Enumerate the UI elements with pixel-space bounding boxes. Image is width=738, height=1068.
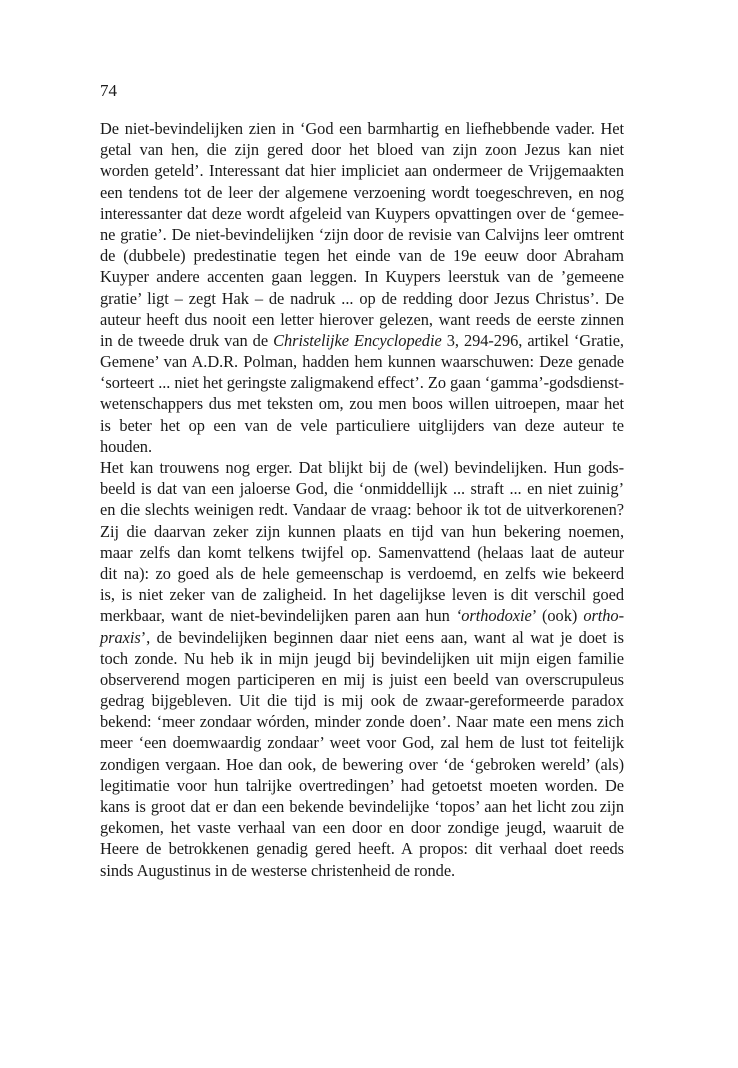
text-line: sinds Augustinus in de westerse christenheid de ronde. [100, 860, 456, 880]
text-line: Kuyper andere accenten gaan leggen. In Kuypers leerstuk van de ’gemeene [100, 267, 624, 287]
text-line: gedrag bijgebleven. Uit die tijd is mij ook de zwaar-gereformeerde paradox [100, 691, 624, 711]
book-title-italic: Christelijke Encyclopedie [273, 330, 442, 350]
text-line: Het kan trouwens nog erger. Dat blijkt bij de (wel) bevindelijken. Hun gods- [100, 458, 624, 477]
term-italic: praxis [100, 627, 141, 647]
text-line: observerend mogen participeren en mij is juist een beeld van overscrupuleus [100, 669, 624, 689]
text-line: maar zelfs dan komt telkens twijfel op. Samenvattend (helaas laat de auteur [100, 542, 624, 562]
text-run: ’ (ook) [531, 606, 584, 626]
page-number: 74 [100, 81, 117, 100]
text-line: dit na): zo goed als de hele gemeenschap is verdoemd, en zelfs wie bekeerd [100, 563, 624, 583]
body-text [100, 118, 624, 881]
text-line: is, is niet zeker van de zaligheid. In het dagelijkse leven is dit verschil goed [100, 585, 624, 605]
text-line: Gemene’ van A.D.R. Polman, hadden hem kunnen waarschuwen: Deze genade [100, 352, 624, 372]
text-run: merkbaar, want de niet-bevindelijken paren aan hun [100, 606, 456, 626]
text-line: de (dubbele) predestinatie tegen het einde van de 19e eeuw door Abraham [100, 246, 624, 266]
text-line: ne gratie’. De niet-bevindelijken ‘zijn door de revisie van Calvijns leer omtrent [100, 224, 624, 244]
term-italic: ‘orthodoxie [455, 606, 532, 626]
text-line: ‘sorteert ... niet het geringste zaligmakend effect’. Zo gaan ‘gamma’-godsdienst- [100, 373, 625, 393]
text-line: interessanter dat deze wordt afgeleid van Kuypers opvattingen over de ‘gemee- [100, 203, 624, 223]
text-line: Zij die daarvan zeker zijn kunnen plaats en tijd van hun bekering noemen, [100, 521, 624, 541]
text-line: gekomen, het vaste verhaal van een door en door zondige jeugd, waaruit de [100, 818, 624, 838]
text-line: toch zonde. Nu heb ik in mijn jeugd bij bevindelijken uit mijn eigen familie [100, 648, 624, 668]
text-line: meer ‘een doemwaardig zondaar’ weet voor God, zal hem de lust tot feitelijk [100, 733, 624, 753]
text-line: Heere de betrokkenen genadig gered heeft. A propos: dit verhaal doet reeds [100, 839, 624, 859]
text-line: De niet-bevindelijken zien in ‘God een barmhartig en liefhebbende vader. Het [100, 119, 624, 138]
text-line: houden. [100, 436, 152, 456]
text-line: kans is groot dat er dan een bekende bevindelijke ‘topos’ aan het licht zou zijn [100, 797, 624, 816]
text-line: getal van hen, die zijn gered door het bloed van zijn zoon Jezus kan niet [100, 140, 624, 160]
text-run: ’, de bevindelijken beginnen daar niet eens aan, want al wat je doet is [140, 627, 624, 647]
text-line: auteur heeft dus nooit een letter hierover gelezen, want reeds de eerste zinnen [100, 309, 624, 329]
text-line [100, 330, 624, 351]
text-line [100, 605, 624, 626]
text-line: beeld is dat van een jaloerse God, die ‘onmiddellijk ... straft ... en niet zuinig’ [100, 479, 624, 499]
text-run: in de tweede druk van de [100, 330, 274, 350]
term-italic: ortho- [583, 606, 624, 626]
text-run: 3, 294-296, artikel ‘Gratie, [441, 330, 624, 350]
text-line: legitimatie voor hun talrijke overtredingen’ had getoetst moeten worden. De [100, 775, 624, 795]
text-line: bekend: ‘meer zondaar wórden, minder zonde doen’. Naar mate een mens zich [100, 712, 624, 732]
text-line: zondigen vergaan. Hoe dan ook, de bewering over ‘de ‘gebroken wereld’ (als) [100, 754, 624, 774]
text-line: worden geteld’. Interessant dat hier impliciet aan ondermeer de Vrijgemaakten [100, 161, 624, 181]
text-line: wetenschappers dus met teksten om, zou men boos willen uitroepen, maar het [100, 394, 624, 414]
text-line: is beter het op een van de vele particuliere uitglijders van deze auteur te [100, 415, 624, 435]
text-line: en die slechts weinigen redt. Vandaar de vraag: behoor ik tot de uitverkorenen? [100, 500, 624, 520]
text-line [100, 627, 624, 648]
text-line: gratie’ ligt – zegt Hak – de nadruk ... op de redding door Jezus Christus’. De [100, 288, 624, 308]
text-line: een tendens tot de leer der algemene verzoening wordt toegeschreven, en nog [100, 182, 624, 202]
